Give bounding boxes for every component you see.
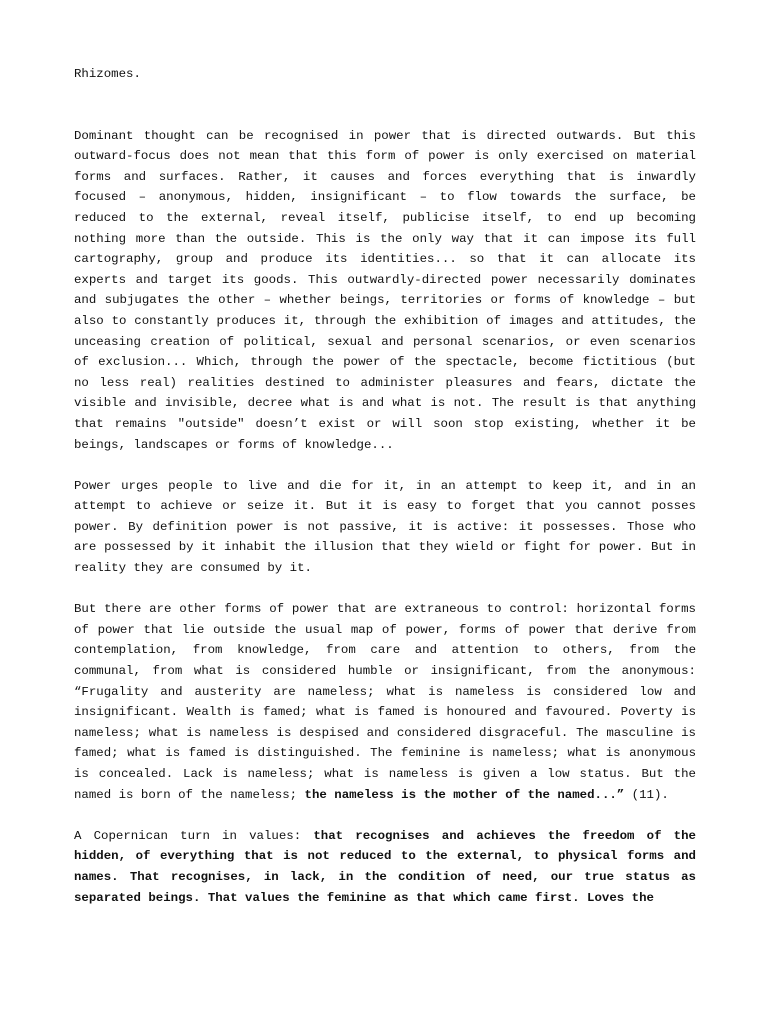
paragraph-text: Power urges people to live and die for it, in an attempt to keep it, and in an attempt to achieve or seize it. But it is easy to forget that you cannot posses power. By definition power is not passive, it is active: it possesses. Those who are possessed by it inhabit the illusion that they wield or fight for power. But in reality they are consumed by it. (74, 478, 696, 576)
paragraph-copernican-turn (74, 826, 696, 908)
document-page (74, 64, 696, 929)
paragraph-text: But there are other forms of power that are extraneous to control: horizontal forms of power that lie outside the usual map of power, forms of power that derive from contemplation, from knowledge, from care and attention to others, from the communal, from what is considered humble or insignificant, from the anonymous: “Frugality and austerity are nameless; what is nameless is considered low and insignificant. Wealth is famed; what is famed is honoured and favoured. Poverty is nameless; what is nameless is despised and considered disgraceful. The masculine is famed; what is famed is distinguished. The feminine is nameless; what is anonymous is concealed. Lack is nameless; what is nameless is given a low status. But the named is born of the nameless; (74, 602, 696, 802)
paragraph-text: Dominant thought can be recognised in power that is directed outwards. But this outward-focus does not mean that this form of power is only exercised on material forms and surfaces. Rather, it causes and forces everything that is inwardly focused – anonymous, hidden, insignificant – to flow towards the surface, be reduced to the external, reveal itself, publicise itself, to end up becoming nothing more than the outside. This is the only way that it can impose its full cartography, group and produce its identities... so that it can allocate its experts and target its goods. This outwardly-directed power necessarily dominates and subjugates the other – whether beings, territories or forms of knowledge – but also to constantly produces it, through the exhibition of images and attitudes, the unceasing creation of political, sexual and personal scenarios, or even scenarios of exclusion... Which, through the power of the spectacle, become fictitious (but no less real) realities destined to administer pleasures and fears, dictate the visible and invisible, decree what is and what is not. The result is that anything that remains "outside" doesn’t exist or will soon stop existing, whether it be beings, landscapes or forms of knowledge... (74, 128, 696, 452)
document-title: Rhizomes. (74, 67, 141, 81)
paragraph-other-forms-of-power (74, 599, 696, 805)
paragraph-text: A Copernican turn in values: (74, 828, 314, 843)
paragraph-dominant-thought (74, 126, 696, 456)
paragraph-citation: (11). (624, 787, 669, 802)
paragraph-power-urges (74, 476, 696, 579)
paragraph-bold-text: that recognises and achieves the freedom of the hidden, of everything that is not reduced to the external, to physical forms and names. That recognises, in lack, in the condition of need, our true status as separated beings. That values the feminine as that which came first. Loves the (74, 828, 696, 905)
paragraph-bold-quote: the nameless is the mother of the named...” (304, 787, 625, 802)
